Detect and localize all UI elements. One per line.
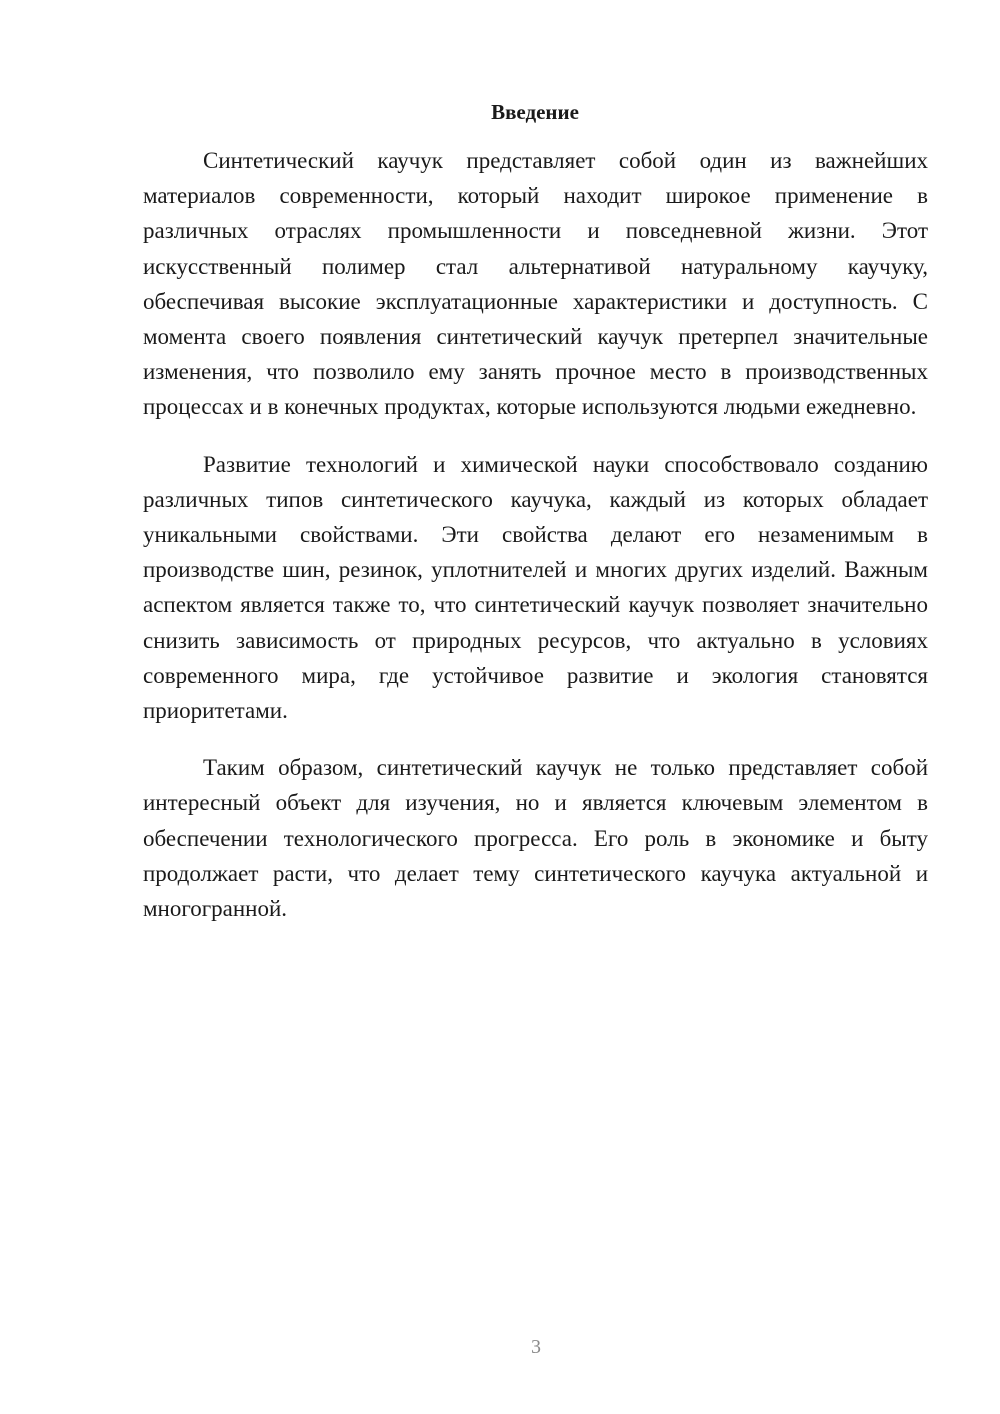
paragraph-3: Таким образом, синтетический каучук не только представляет собой интересный объект для изучения, но и является ключевым элементом в обеспечении технологического прогресса. Его роль в экономике и быту продолжает расти, что делает тему синтетического каучука актуальной и многогранной. <box>143 755 928 922</box>
paragraph-1: Синтетический каучук представляет собой один из важнейших материалов современности, который находит широкое применение в различных отраслях промышленности и повседневной жизни. Этот искусственный полимер стал альтернативой натуральному каучуку, обеспечивая высокие эксплуатационные характеристики и доступность. С момента своего появления синтетический каучук претерпел значительные изменения, что позволило ему занять прочное место в производственных процессах и в конечных продуктах, которые используются людьми ежедневно. <box>143 148 928 420</box>
section-heading: Введение <box>491 100 579 124</box>
page-number: 3 <box>531 1336 541 1358</box>
paragraph-2: Развитие технологий и химической науки способствовало созданию различных типов синтетического каучука, каждый из которых обладает уникальными свойствами. Эти свойства делают его незаменимым в производстве шин, резинок, уплотнителей и многих других изделий. Важным аспектом является также то, что синтетический каучук позволяет значительно снизить зависимость от природных ресурсов, что актуально в условиях современного мира, где устойчивое развитие и экология становятся приоритетами. <box>143 451 928 724</box>
body-text <box>143 143 928 948</box>
